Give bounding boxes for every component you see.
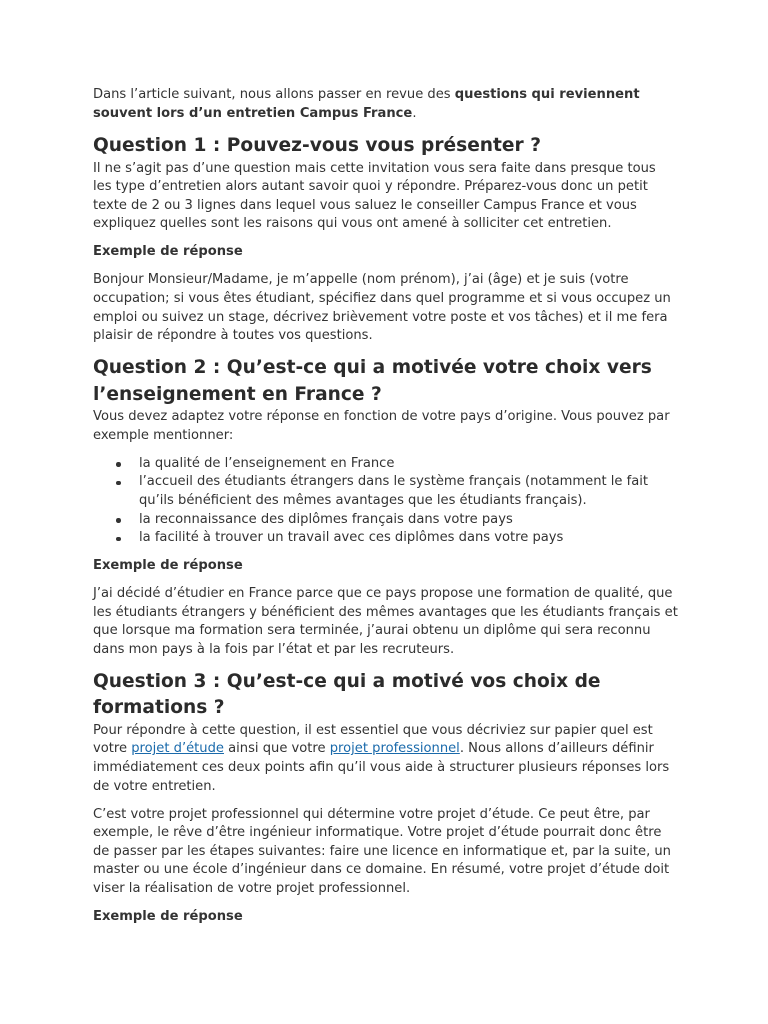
projet-etude-link[interactable]: projet d’étude bbox=[131, 741, 224, 757]
list-item: l’accueil des étudiants étrangers dans le système français (notamment le fait qu’ils bénéficient des mêmes avantages que les étudiants français). bbox=[93, 473, 678, 510]
question-3-body-end: . Nous allons d’ailleurs définir immédiatement ces deux points afin qu’il vous aide à structurer plusieurs réponses lors de votre entretien. bbox=[93, 741, 670, 794]
list-item: la facilité à trouver un travail avec ces diplômes dans votre pays bbox=[93, 529, 678, 548]
question-2-body: Vous devez adaptez votre réponse en fonction de votre pays d’origine. Vous pouvez par exemple mentionner: bbox=[93, 409, 670, 443]
intro-paragraph bbox=[93, 86, 678, 123]
question-1-body: Il ne s’agit pas d’une question mais cette invitation vous sera faite dans presque tous les type d’entretien alors autant savoir quoi y répondre. Préparez-vous donc un petit texte de 2 ou 3 lignes dans lequel vous saluez le conseiller Campus France et vous expliquez quelles sont les raisons qui vous ont amené à solliciter cet entretien. bbox=[93, 160, 656, 232]
question-3-body bbox=[93, 722, 678, 796]
question-3-body-mid: ainsi que votre bbox=[223, 741, 330, 757]
question-2-list bbox=[93, 455, 678, 548]
question-3-title: Question 3 : Qu’est-ce qui a motivé vos choix de formations ? bbox=[93, 670, 601, 719]
question-2-example-label: Exemple de réponse bbox=[93, 558, 243, 574]
intro-text: Dans l’article suivant, nous allons passer en revue des bbox=[93, 87, 455, 102]
article-body bbox=[93, 86, 678, 936]
question-3-paragraph-2: C’est votre projet professionnel qui détermine votre projet d’étude. Ce peut être, par exemple, le rêve d’être ingénieur informatique. Votre projet d’étude pourrait donc être de passer par les étapes suivantes: faire une licence en informatique et, par la suite, un master ou une école d’ingénieur dans ce domaine. En résumé, votre projet d’étude doit viser la réalisation de votre projet professionnel. bbox=[93, 806, 671, 897]
question-1-example-label: Exemple de réponse bbox=[93, 244, 243, 260]
intro-bold: questions qui reviennent souvent lors d’un entretien Campus France bbox=[93, 87, 640, 121]
intro-end: . bbox=[412, 105, 417, 121]
question-3-body-start: Pour répondre à cette question, il est essentiel que vous décriviez sur papier quel est votre bbox=[93, 722, 653, 757]
question-2-example: J’ai décidé d’étudier en France parce que ce pays propose une formation de qualité, que les étudiants étrangers y bénéficient des mêmes avantages que les étudiants français et que lorsque ma formation sera terminée, j’aurai obtenu un diplôme qui sera reconnu dans mon pays à la fois par l’état et par les recruteurs. bbox=[93, 586, 678, 657]
question-1-title: Question 1 : Pouvez-vous vous présenter ? bbox=[93, 135, 541, 157]
question-1-example: Bonjour Monsieur/Madame, je m’appelle (nom prénom), j’ai (âge) et je suis (votre occupation; si vous êtes étudiant, spécifiez dans quel programme et si vous occupez un emploi ou suivez un stage, décrivez brièvement votre poste et vos tâches) et il me fera plaisir de répondre à toutes vos questions. bbox=[93, 272, 671, 344]
list-item: la qualité de l’enseignement en France bbox=[93, 455, 678, 474]
list-item: la reconnaissance des diplômes français dans votre pays bbox=[93, 511, 678, 530]
projet-professionnel-link[interactable]: projet professionnel bbox=[329, 741, 460, 757]
question-2-title: Question 2 : Qu’est-ce qui a motivée votre choix vers l’enseignement en France ? bbox=[93, 357, 652, 405]
question-3-example-label: Exemple de réponse bbox=[93, 909, 243, 925]
